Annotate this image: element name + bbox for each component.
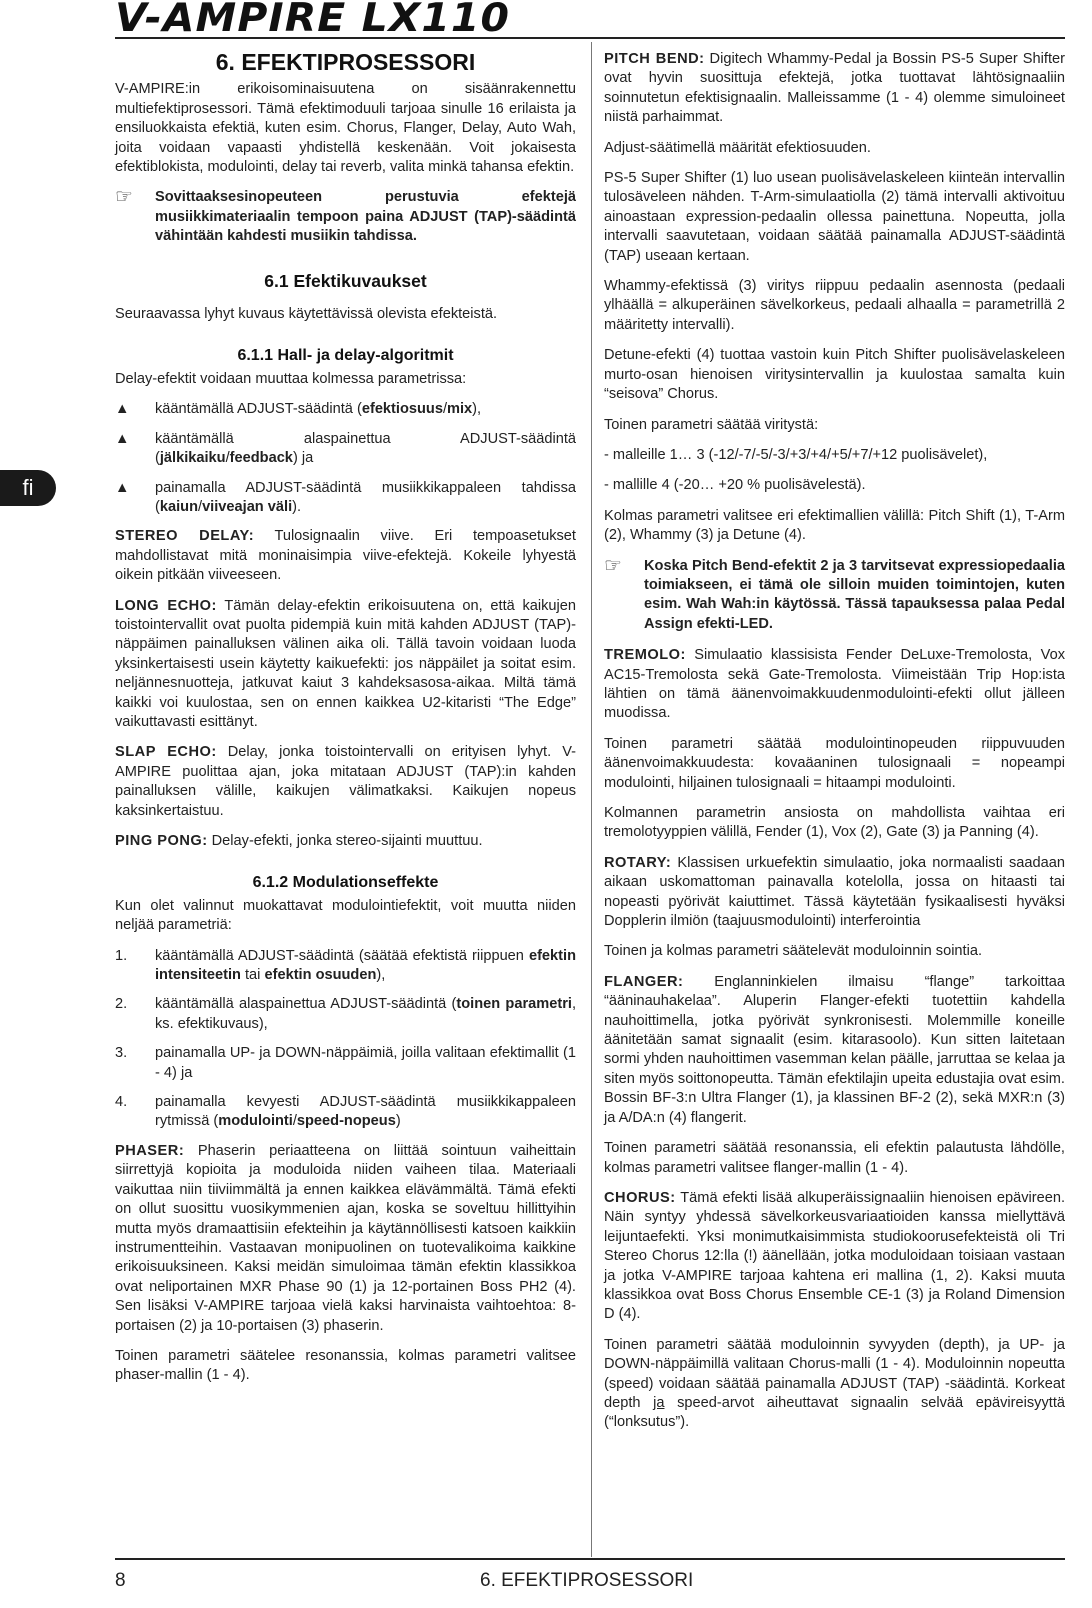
phaser-params: Toinen parametri säätelee resonanssia, kolmas parametri valitsee phaser-mallin (1 - 4). xyxy=(115,1347,576,1384)
paragraph: Whammy-efektissä (3) viritys riippuu pedaalin asennosta (pedaali ylhäällä = alkuperäinen sävelkorkeus, pedaali alhaalla = parametrillä 2 määritetty intervalli). xyxy=(604,278,1065,333)
intro-paragraph: V-AMPIRE:in erikoisominaisuutena on sisäänrakennettu multiefektiprosessori. Tämä efektimoduuli tarjoaa sinulle 16 erilaista ja ensiluokkaista efektiä, kuten esim. Chorus, Flanger, Delay, Auto Wah, joita voidaan vapaasti yhdistellä keskenään. Voit jokaisesta efektiblokista, modulointi, delay tai reverb, valita minkä tahansa efektin. xyxy=(115,81,576,176)
paragraph: Detune-efekti (4) tuottaa vastoin kuin Pitch Shifter puolisävelaskeleen murto-osan hienoisen viritysintervallin ja kuulostaa samalta kuin “seisova” Chorus. xyxy=(604,347,1065,403)
tip-note xyxy=(115,188,576,246)
numbered-item: 4. painamalla kevyesti ADJUST-säädintä musiikkikappaleen rytmissä (modulointi/speed-nopeus) xyxy=(115,1094,576,1130)
triangle-bullet-icon: ▲ xyxy=(115,430,130,447)
effect-slap-echo: SLAP ECHO: Delay, jonka toistointervalli on erityisen lyhyt. V-AMPIRE puolittaa ajan, joka mitataan ADJUST (TAP):in kahden painalluksen välille, kaikujen välimatkaksi. Kaikujen nopeus kaksinkertaistuu. xyxy=(115,744,576,819)
paragraph: PS-5 Super Shifter (1) luo usean puolisävelaskeleen kiinteän intervallin tulosäveleen nähden. T-Arm-simulaatiolla (2) tämä intervalli aktivoituu ainoastaan expression-pedaalin ollessa painettuna. Nopeutta, jolla intervalli saavutetaan, voidaan säätää painamalla ADJUST-säädintä (TAP) useaan kertaan. xyxy=(604,170,1065,264)
effect-long-echo: LONG ECHO: Tämän delay-efektin erikoisuutena on, että kaikujen toistointervallit ovat puolta pidempiä kuin mitä kahden ADJUST (TAP)-näppäimen painalluksen välinen aika oli. Tällä tavoin voidaan luoda yksinkertaisesti usein käytetty kaikuefekti: jos näppäilet ja soitat esim. neljännesnuotteja, jatkuvat kaiut 3 kahdeksasosa-aikaa. Miltä tämä kaikki voi kuulostaa, sen on ennen kaikkea U2-kitaristi “The Edge” vaikuttavasti esittänyt. xyxy=(115,597,576,730)
paragraph: Toinen parametri säätää moduloinnin syvyyden (depth), ja UP- ja DOWN-näppäimillä valitaan Chorus-malli (1 - 4). Moduloinnin nopeutta (speed) voidaan säätää painamalla ADJUST (TAP) -säädintä. Korkeat depth ja speed-arvot aiheuttavat signaalin selvää epävireisyyttä (“lonksutus”). xyxy=(604,1336,1065,1431)
tip-note-text: Koska Pitch Bend-efektit 2 ja 3 tarvitsevat expressiopedaalia toimiakseen, ei tämä ole silloin muiden toimintojen, kuten esim. Wah Wah:in käytössä. Tässä tapauksessa palaa Pedal Assign efekti-LED. xyxy=(644,557,1065,632)
bullet-item: ▲ kääntämällä alaspainettua ADJUST-säädintä (jälkikaiku/feedback) ja xyxy=(115,430,576,469)
bullet-item: ▲ painamalla ADJUST-säädintä musiikkikappaleen tahdissa (kaiun/viiveajan väli). xyxy=(115,479,576,518)
paragraph: Kolmas parametri valitsee eri efektimallien välillä: Pitch Shift (1), T-Arm (2), Whammy (3) ja Detune (4). xyxy=(604,507,1065,544)
effect-flanger: FLANGER: Englanninkielen ilmaisu “flange” tarkoittaa “ääninauhakelaa”. Aluperin Flanger-efekti tuotettiin kahdella nauhoittimella, jotka pyörivät synkronisesti. Molemmille koneille äänitetään samat signaalit (esim. kitarasoolo). Kun sitten laitetaan sormi yhden nauhoittimen vasemman kelan päälle, jarruttaa se kelaa ja siten myös soittonopeutta. Tämän efektilajin upeita edustajia ovat esim. Bossin BF-3:n Ultra Flanger (1), ja klassinen BF-2 (2), sekä MXR:n (3) ja A/DA:n (4) flangerit. xyxy=(604,973,1065,1126)
paragraph: Kolmannen parametrin ansiosta on mahdollista vaihtaa eri tremolotyyppien välillä, Fender (1), Vox (2), Gate (3) ja Panning (4). xyxy=(604,805,1065,841)
chapter-title: 6. EFEKTIPROSESSORI xyxy=(215,49,476,75)
effect-tremolo: TREMOLO: Simulaatio klassisista Fender DeLuxe-Tremolosta, Vox AC15-Tremolosta sekä Gate-Tremolosta. Viimeistään Trip Hop:ista lähtien on tämä äänenvoimakkuudenmodulointi-efekti ollut jälleen muodissa. xyxy=(604,647,1065,722)
effect-ping-pong: PING PONG: Delay-efekti, jonka stereo-sijainti muuttuu. xyxy=(115,833,483,849)
right-column xyxy=(604,50,1065,1444)
effect-rotary: ROTARY: Klassisen urkuefektin simulaatio, joka normaalisti saadaan aikaan uskomattoman painavalla kotelolla, jossa on hitaasti tai nopeasti pyörivät kaiuttimet. Tässä käytetään fysikaalisesti hyväksi Dopplerin ilmiön (taajuusmodulointi) interferointia xyxy=(604,854,1065,930)
header-rule xyxy=(115,37,1065,39)
page-number: 8 xyxy=(115,1570,126,1591)
tip-note-text: Sovittaaksesinopeuteen perustuvia efektejä musiikkimateriaalin tempoon paina ADJUST (TAP)-säädintä vähintään kahdesti musiikin tahdissa. xyxy=(155,189,576,245)
numbered-item: 1. kääntämällä ADJUST-säädintä (säätää efektistä riippuen efektin intensiteetin tai efektin osuuden), xyxy=(115,947,576,984)
numbered-item: 3. painamalla UP- ja DOWN-näppäimiä, joilla valitaan efektimallit (1 - 4) ja xyxy=(115,1045,576,1081)
subsection-heading: 6.1.1 Hall- ja delay-algoritmit xyxy=(237,347,454,365)
subsection-text: Delay-efektit voidaan muuttaa kolmessa parametrissa: xyxy=(115,370,467,387)
language-tab[interactable]: fi xyxy=(0,470,56,506)
section-heading: 6.1 Efektikuvaukset xyxy=(264,270,427,291)
footer-title: 6. EFEKTIPROSESSORI xyxy=(480,1570,694,1591)
effect-phaser: PHASER: Phaserin periaatteena on liittää sointuun vaiheittain siirrettyjä kopioita ja moduloida niiden vaiheen tilaa. Materiaali vaikuttaa niin tiiviimmältä ja ennen kaikkea elävämmältä. Tämä efekti on ollut suosittu vuosikymmenien ajan, koska se soveltuu hillittyihin mutta myös dramaattisiin efekteihin ja käytännöllisesti katsoen kaikkiin instrumentteihin. Vastaavan monipuolinen on tuotevalikoima kaikkine erikoisuuksineen. Kaksi meidän simuloimaa tämän efektin klassikkoa ovat neliportainen MXR Phase 90 (1) ja 12-portainen Boss PH2 (4). Sen lisäksi V-AMPIRE tarjoaa vielä kaksi harvinaista vaihtoehtoa: 8-portaisen (2) ja 10-portaisen (3) phaserin. xyxy=(115,1142,576,1334)
paragraph: Toinen parametri säätää modulointinopeuden riippuvuuden äänenvoimakkuudesta: kovaäaninen tulosignaali = nopeampi modulointi, hiljainen tulosignaali = hitaampi modulointi. xyxy=(604,735,1065,791)
numbered-item: 2. kääntämällä alaspainettua ADJUST-säädintä (toinen parametri, ks. efektikuvaus), xyxy=(115,996,576,1032)
subsection-text: Kun olet valinnut muokattavat modulointiefektit, voit muutta niiden neljää parametriä: xyxy=(115,897,576,934)
effect-chorus: CHORUS: Tämä efekti lisää alkuperäissignaaliin hienoisen epävireen. Näin syntyy yhdessä sävelkorkeusvariaatioiden kanssa miellyttävä leijuntaefekti. Yksi monimutkaisimmista studiokoorusefekteistä oli Tri Stereo Chorus 12:lla (!) äänellään, jotka moduloidaan toisiaan vastaan ja jotka V-AMPIRE tarjoaa kahtena eri mallina (1, 2). Kaksi muuta klassikkoa ovat Boss Chorus Ensemble CE-1 (3) ja Roland Dimension D (4). xyxy=(604,1189,1065,1323)
left-column xyxy=(115,50,576,1397)
triangle-bullet-icon: ▲ xyxy=(115,401,130,418)
effect-pitch-bend: PITCH BEND: Digitech Whammy-Pedal ja Bossin PS-5 Super Shifter ovat hyvin suosittuja efektejä, jotka tuottavat lähtösignaaliin soinnutetun efektisignaalin. Malleissamme (1 - 4) olemme simuloineet niistä parhaimmat. xyxy=(604,51,1065,126)
paragraph: Toinen ja kolmas parametri säätelevät moduloinnin sointia. xyxy=(604,943,983,960)
bullet-item: ▲ kääntämällä ADJUST-säädintä (efektiosuus/mix), xyxy=(115,400,576,419)
footer-rule xyxy=(115,1558,1065,1560)
section-text: Seuraavassa lyhyt kuvaus käytettävissä olevista efekteistä. xyxy=(115,306,498,323)
tuning-param-block: Toinen parametri säätää viritystä: - malleille 1… 3 (-12/-7/-5/-3/+3/+4/+5/+7/+12 puolisävelet), - mallille 4 (-20… +20 % puolisävelestä). xyxy=(604,416,988,494)
paragraph: Toinen parametri säätää resonanssia, eli efektin palautusta lähdölle, kolmas parametri valitsee flanger-mallin (1 - 4). xyxy=(604,1140,1065,1176)
tip-note xyxy=(604,554,1065,635)
column-divider xyxy=(591,42,592,1557)
pointing-hand-icon: ☞ xyxy=(115,186,133,209)
subsection-heading: 6.1.2 Modulationseffekte xyxy=(252,874,439,892)
paragraph: Adjust-säätimellä määrität efektiosuuden. xyxy=(604,139,871,156)
brand-logo: V-AMPIRE LX110 xyxy=(115,0,511,41)
effect-stereo-delay: STEREO DELAY: Tulosignaalin viive. Eri tempoasetukset mahdollistavat mitä moninaisimpia viive-efektejä. Kokeile lyhyestä oikein pitkään viiveeseen. xyxy=(115,528,576,584)
pointing-hand-icon: ☞ xyxy=(604,554,622,577)
triangle-bullet-icon: ▲ xyxy=(115,479,130,496)
